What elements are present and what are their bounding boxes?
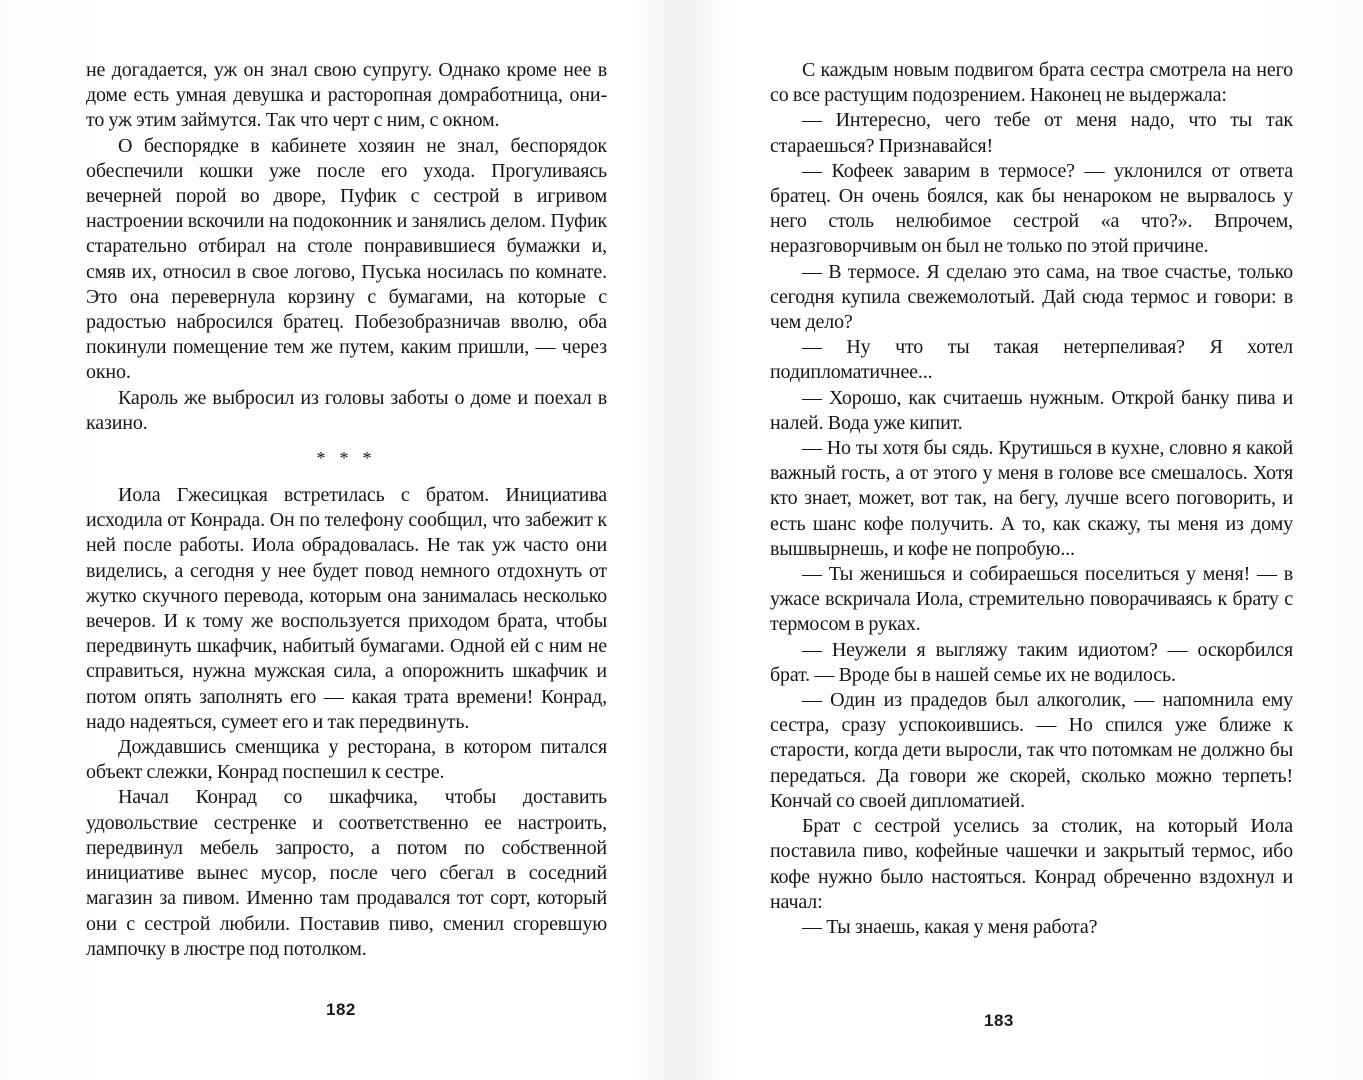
paragraph: С каждым новым подвигом брата сестра смотрела на него со все растущим подозрением. Наконец не выдержала: (770, 59, 1293, 107)
paragraph: Дождавшись сменщика у ресторана, в котором питался объект слежки, Конрад поспешил к сестре. (86, 736, 607, 784)
page-number: 183 (984, 1011, 1014, 1030)
right-page-text (770, 58, 1293, 940)
paragraph: — Один из прадедов был алкоголик, — напомнила ему сестра, сразу успокоившись. — Но спился уже ближе к старости, когда дети выросли, так что потомкам не должно бы передаться. Да говори же скорей, сколько можно терпеть! Кончай со своей дипломатией. (770, 689, 1293, 812)
page-number: 182 (326, 1000, 356, 1019)
paragraph: Начал Конрад со шкафчика, чтобы доставить удовольствие сестренке и соответственно ее настроить, передвинул мебель запросто, а потом по собственной инициативе вынес мусор, после чего сбегал в соседний магазин за пивом. Именно там продавался тот сорт, который они с сестрой любили. Поставив пиво, сменил сгоревшую лампочку в люстре под потолком. (86, 786, 607, 960)
paragraph: — Неужели я выгляжу таким идиотом? — оскорбился брат. — Вроде бы в нашей семье их не водилось. (770, 638, 1293, 686)
paragraph: Кароль же выбросил из головы заботы о доме и поехал в казино. (86, 386, 607, 434)
paragraph: — Но ты хотя бы сядь. Крутишься в кухне, словно я какой важный гость, а от этого у меня в голове все смешалось. Хотя кто знает, может, вот так, на бегу, лучше всего поговорить, и есть шанс кофе получить. А то, как скажу, ты меня из дому вышвырнешь, и кофе не попробую... (770, 437, 1293, 560)
paragraph: — Ты женишься и собираешься поселиться у меня! — в ужасе вскричала Иола, стремительно поворачиваясь к брату с термосом в руках. (770, 563, 1293, 636)
paragraph: — Интересно, чего тебе от меня надо, что ты так стараешься? Признавайся! (770, 109, 1293, 157)
paragraph: Брат с сестрой уселись за столик, на который Иола поставила пиво, кофейные чашечки и закрытый термос, ибо кофе нужно было настояться. Конрад обреченно вздохнул и начал: (770, 815, 1293, 913)
left-page-text (86, 58, 607, 962)
paragraph: — В термосе. Я сделаю это сама, на твое счастье, только сегодня купила свежемолотый. Дай сюда термос и говори: в чем дело? (770, 260, 1293, 334)
paragraph: — Кофеек заварим в термосе? — уклонился от ответа братец. Он очень боялся, как бы ненароком не вырвалось у него столь нелюбимое сестрой «а что?». Впрочем, неразговорчивым он был не только по этой причине. (770, 159, 1293, 258)
section-separator: * * * (316, 448, 377, 469)
paragraph: О беспорядке в кабинете хозяин не знал, беспорядок обеспечили кошки уже после его ухода. Прогуливаясь вечерней порой во дворе, Пуфик с сестрой в игривом настроении вскочили на подоконник и занялись делом. Пуфик старательно отбирал на столе понравившиеся бумажки и, смяв их, относил в свое логово, Пуська носилась по комнате. Это она перевернула корзину с бумагами, на которые с радостью набросился братец. Побезобразничав вволю, оба покинули помещение тем же путем, каким пришли, — через окно. (86, 134, 607, 384)
left-page (0, 0, 681, 1080)
paragraph: Иола Гжесицкая встретилась с братом. Инициатива исходила от Конрада. Он по телефону сообщил, что забежит к ней после работы. Иола обрадовалась. Не так уж часто они виделись, а сегодня у нее будет повод немного отдохнуть от жутко скучного перевода, которым она занималась несколько вечеров. И к тому же воспользуется приходом брата, чтобы передвинуть шкафчик, набитый бумагами. Одной ей с ним не справиться, нужна мужская сила, а опорожнить шкафчик и потом опять заполнять его — какая трата времени! Конрад, надо надеяться, сумеет его и так передвинуть. (86, 484, 607, 733)
paragraph: — Ну что ты такая нетерпеливая? Я хотел подипломатичнее... (770, 336, 1293, 384)
paragraph: — Ты знаешь, какая у меня работа? (802, 915, 1098, 938)
paragraph: не догадается, уж он знал свою супругу. Однако кроме нее в доме есть умная девушка и расторопная домработница, они-то уж этим займутся. Так что черт с ним, с окном. (86, 59, 607, 132)
paragraph: — Хорошо, как считаешь нужным. Открой банку пива и налей. Вода уже кипит. (770, 386, 1293, 434)
right-page (681, 0, 1363, 1080)
